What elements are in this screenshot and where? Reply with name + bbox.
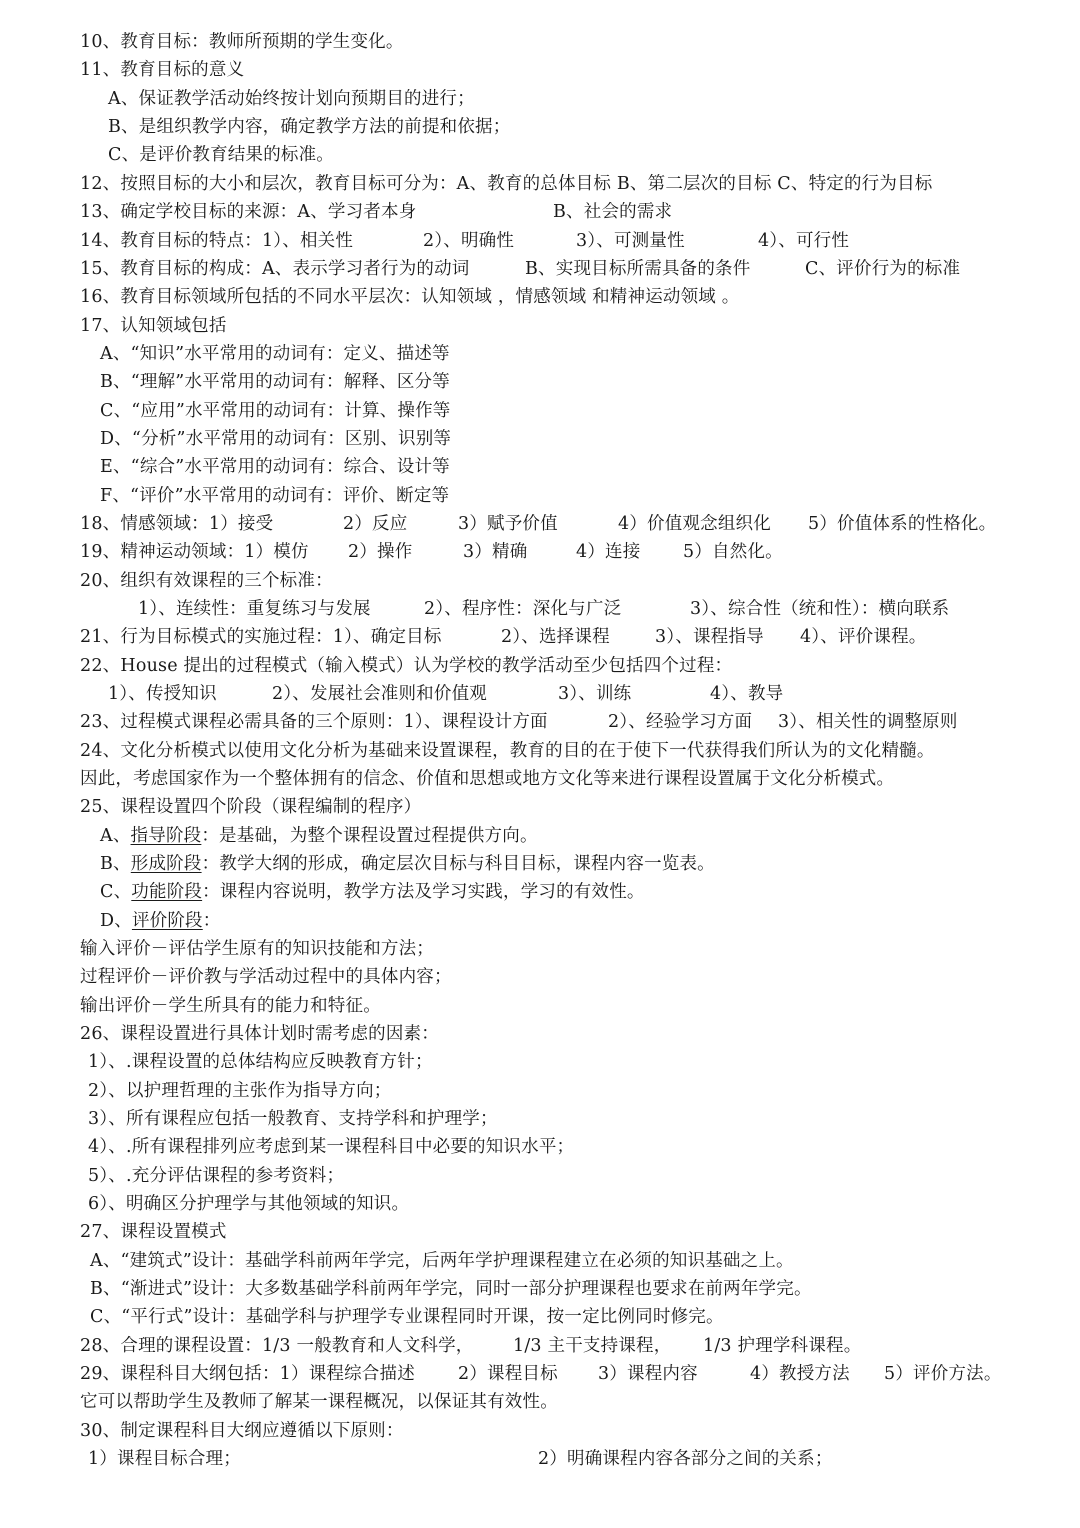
text-segment: 6）、明确区分护理学与其他领域的知识。	[88, 1194, 410, 1214]
text-line	[0, 708, 1080, 736]
text-line	[0, 170, 1080, 198]
text-line	[0, 1303, 1080, 1331]
text-run	[100, 878, 645, 906]
text-segment: 28、合理的课程设置：1/3 一般教育和人文科学，	[80, 1336, 474, 1356]
text-segment: 3）、可测量性	[576, 231, 685, 251]
text-line	[0, 1133, 1080, 1161]
text-segment: 30、制定课程科目大纲应遵循以下原则：	[80, 1421, 404, 1441]
text-segment: ：是基础，为整个课程设置过程提供方向。	[201, 826, 538, 846]
text-line	[0, 1048, 1080, 1076]
text-segment: C、评价行为的标准	[805, 259, 961, 279]
text-run	[100, 907, 220, 935]
text-segment: 4）、评价课程。	[800, 627, 927, 647]
text-segment: 4）教授方法	[750, 1364, 850, 1384]
text-segment: C、“应用”水平常用的动词有：计算、操作等	[100, 401, 451, 421]
text-line	[0, 312, 1080, 340]
text-segment: 18、情感领域：1）接受	[80, 514, 274, 534]
text-segment: 11、教育目标的意义	[80, 60, 245, 80]
text-segment: 24、文化分析模式以使用文化分析为基础来设置课程，教育的目的在于使下一代获得我们所认为的文化精髓。	[80, 741, 935, 761]
text-line	[0, 737, 1080, 765]
text-line	[0, 623, 1080, 651]
text-line	[0, 28, 1080, 56]
text-line	[0, 283, 1080, 311]
text-segment: 3）课程内容	[598, 1364, 698, 1384]
text-segment: 3）、训练	[558, 684, 632, 704]
text-segment: 2）明确课程内容各部分之间的关系；	[538, 1449, 833, 1469]
text-segment: 因此，考虑国家作为一个整体拥有的信念、价值和思想或地方文化等来进行课程设置属于文化分析模式。	[80, 769, 895, 789]
text-segment: ：	[202, 911, 221, 931]
text-segment: B、“理解”水平常用的动词有：解释、区分等	[100, 372, 450, 392]
text-line	[0, 85, 1080, 113]
text-segment: 12、按照目标的大小和层次，教育目标可分为：A、教育的总体目标 B、第二层次的目标 C、特定的行为目标	[80, 174, 933, 194]
text-segment: ：教学大纲的形成，确定层次目标与科目目标，课程内容一览表。	[201, 854, 715, 874]
text-segment: D、	[100, 911, 132, 931]
text-segment: B、“渐进式”设计：大多数基础学科前两年学完，同时一部分护理课程也要求在前两年学完。	[90, 1279, 812, 1299]
text-segment: 3）精确	[463, 542, 528, 562]
text-segment: 1）、.课程设置的总体结构应反映教育方针；	[88, 1052, 433, 1072]
text-segment: 5）、.充分评估课程的参考资料；	[88, 1166, 345, 1186]
text-segment: 3）赋予价值	[458, 514, 558, 534]
text-segment: F、“评价”水平常用的动词有：评价、断定等	[100, 486, 450, 506]
text-segment: B、社会的需求	[553, 202, 673, 222]
text-segment: 17、认知领域包括	[80, 316, 227, 336]
text-segment: 2）、以护理哲理的主张作为指导方向；	[88, 1081, 392, 1101]
text-segment: A、“建筑式”设计：基础学科前两年学完，后两年学护理课程建立在必须的知识基础之上。	[90, 1251, 794, 1271]
text-line	[0, 765, 1080, 793]
text-line	[0, 368, 1080, 396]
text-line	[0, 425, 1080, 453]
text-segment: 3）、课程指导	[655, 627, 764, 647]
text-segment: 5）自然化。	[683, 542, 783, 562]
text-segment: 过程评价－评价教与学活动过程中的具体内容；	[80, 967, 452, 987]
text-segment: 4）、教导	[710, 684, 784, 704]
text-line	[0, 1332, 1080, 1360]
text-line	[0, 340, 1080, 368]
text-segment: 29、课程科目大纲包括：1）课程综合描述	[80, 1364, 415, 1384]
text-line	[0, 1190, 1080, 1218]
text-line	[0, 56, 1080, 84]
text-segment: 26、课程设置进行具体计划时需考虑的因素：	[80, 1024, 439, 1044]
text-segment: 5）价值体系的性格化。	[808, 514, 997, 534]
text-segment: 3）、综合性（统和性）：横向联系	[690, 599, 950, 619]
text-segment: A、“知识”水平常用的动词有：定义、描述等	[100, 344, 450, 364]
text-line	[0, 680, 1080, 708]
text-segment: E、“综合”水平常用的动词有：综合、设计等	[100, 457, 450, 477]
text-segment: 14、教育目标的特点：1）、相关性	[80, 231, 354, 251]
text-line	[0, 567, 1080, 595]
text-segment: B、	[100, 854, 131, 874]
text-line	[0, 198, 1080, 226]
text-line	[0, 510, 1080, 538]
text-line	[0, 397, 1080, 425]
text-line	[0, 1360, 1080, 1388]
text-line	[0, 1417, 1080, 1445]
text-segment: C、	[100, 882, 132, 902]
text-segment: C、“平行式”设计：基础学科与护理学专业课程同时开课，按一定比例同时修完。	[90, 1307, 724, 1327]
text-line	[0, 1218, 1080, 1246]
text-line	[0, 1275, 1080, 1303]
text-line	[0, 255, 1080, 283]
text-segment: 3）、相关性的调整原则	[778, 712, 958, 732]
text-segment: 3）、所有课程应包括一般教育、支持学科和护理学；	[88, 1109, 498, 1129]
text-line	[0, 595, 1080, 623]
underlined-term: 评价阶段	[131, 911, 203, 931]
text-line	[0, 793, 1080, 821]
text-segment: 21、行为目标模式的实施过程：1）、确定目标	[80, 627, 442, 647]
text-segment: 15、教育目标的构成：A、表示学习者行为的动词	[80, 259, 470, 279]
text-line	[0, 1247, 1080, 1275]
text-segment: B、实现目标所需具备的条件	[525, 259, 751, 279]
text-segment: 1/3 主干支持课程，	[513, 1336, 672, 1356]
underlined-term: 形成阶段	[130, 854, 202, 874]
underlined-term: 指导阶段	[130, 826, 202, 846]
text-line	[0, 227, 1080, 255]
text-line	[0, 935, 1080, 963]
text-segment: 输入评价－评估学生原有的知识技能和方法；	[80, 939, 434, 959]
text-line	[0, 1388, 1080, 1416]
text-segment: 2）操作	[348, 542, 413, 562]
text-segment: ：课程内容说明，教学方法及学习实践，学习的有效性。	[202, 882, 645, 902]
text-segment: 20、组织有效课程的三个标准：	[80, 571, 333, 591]
text-line	[0, 652, 1080, 680]
text-line	[0, 482, 1080, 510]
text-line	[0, 453, 1080, 481]
text-segment: 1）、传授知识	[108, 684, 217, 704]
text-run	[100, 822, 538, 850]
text-segment: 2）、程序性：深化与广泛	[424, 599, 622, 619]
text-line	[0, 1445, 1080, 1473]
text-line	[0, 1105, 1080, 1133]
text-segment: A、保证教学活动始终按计划向预期目的进行；	[108, 89, 475, 109]
text-segment: 19、精神运动领域：1）模仿	[80, 542, 309, 562]
text-segment: 4）、.所有课程排列应考虑到某一课程科目中必要的知识水平；	[88, 1137, 575, 1157]
text-segment: A、	[100, 826, 131, 846]
text-segment: 2）、明确性	[423, 231, 515, 251]
text-segment: 2）、经验学习方面	[608, 712, 753, 732]
text-segment: 2）课程目标	[458, 1364, 558, 1384]
text-segment: 1）、连续性：重复练习与发展	[138, 599, 371, 619]
text-segment: 10、教育目标：教师所预期的学生变化。	[80, 32, 404, 52]
text-segment: 输出评价－学生所具有的能力和特征。	[80, 996, 381, 1016]
text-segment: 4）连接	[576, 542, 641, 562]
text-line	[0, 992, 1080, 1020]
text-line	[0, 822, 1080, 850]
text-segment: 4）价值观念组织化	[618, 514, 771, 534]
text-segment: 16、教育目标领域所包括的不同水平层次：认知领域 ，情感领域 和精神运动领域 。	[80, 287, 740, 307]
text-segment: B、是组织教学内容，确定教学方法的前提和依据；	[108, 117, 511, 137]
text-line	[0, 1162, 1080, 1190]
text-segment: 它可以帮助学生及教师了解某一课程概况，以保证其有效性。	[80, 1392, 558, 1412]
text-segment: 2）反应	[343, 514, 408, 534]
text-line	[0, 878, 1080, 906]
text-line	[0, 1020, 1080, 1048]
text-segment: 2）、选择课程	[501, 627, 610, 647]
underlined-term: 功能阶段	[131, 882, 203, 902]
text-line	[0, 963, 1080, 991]
text-segment: C、是评价教育结果的标准。	[108, 145, 334, 165]
text-segment: 22、House 提出的过程模式（输入模式）认为学校的教学活动至少包括四个过程：	[80, 656, 733, 676]
text-line	[0, 907, 1080, 935]
text-segment: 13、确定学校目标的来源：A、学习者本身	[80, 202, 417, 222]
text-segment: 5）评价方法。	[884, 1364, 1002, 1384]
text-line	[0, 538, 1080, 566]
text-segment: D、“分析”水平常用的动词有：区别、识别等	[100, 429, 452, 449]
text-line	[0, 113, 1080, 141]
text-segment: 1）课程目标合理；	[88, 1449, 241, 1469]
text-line	[0, 850, 1080, 878]
text-line	[0, 141, 1080, 169]
text-segment: 1/3 护理学科课程。	[703, 1336, 862, 1356]
text-line	[0, 1077, 1080, 1105]
text-segment: 4）、可行性	[758, 231, 850, 251]
text-segment: 27、课程设置模式	[80, 1222, 227, 1242]
text-segment: 25、课程设置四个阶段（课程编制的程序）	[80, 797, 422, 817]
text-segment: 23、过程模式课程必需具备的三个原则：1）、课程设计方面	[80, 712, 548, 732]
text-segment: 2）、发展社会准则和价值观	[272, 684, 487, 704]
text-run	[100, 850, 715, 878]
